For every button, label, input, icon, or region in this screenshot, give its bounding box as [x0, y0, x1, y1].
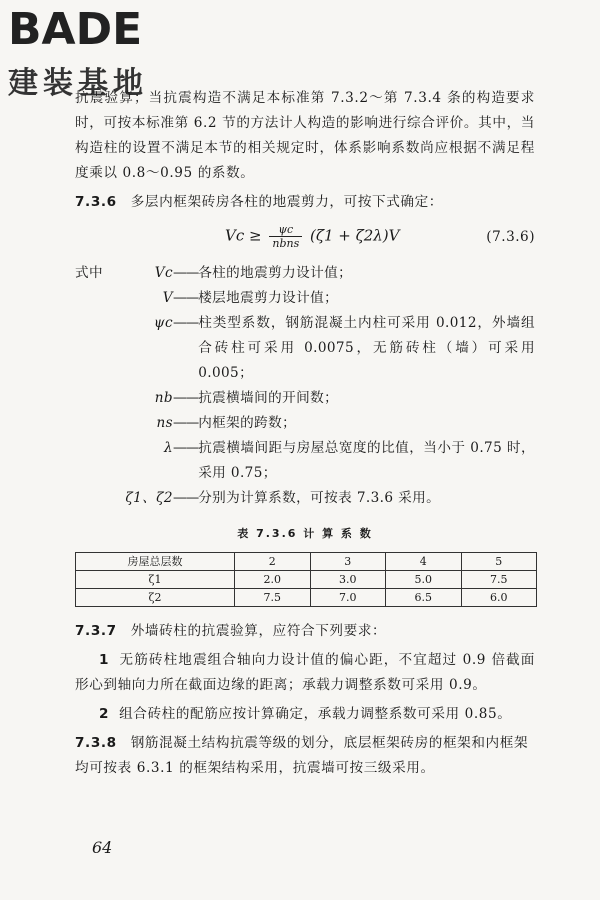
definitions-lead: 式中: [75, 265, 103, 281]
definition-row: [75, 411, 535, 436]
definition-row: [75, 311, 535, 386]
table-cell: ζ2: [76, 589, 235, 607]
definition-text: 分别为计算系数，可按表 7.3.6 采用。: [198, 490, 441, 506]
clause-number: 1: [99, 652, 110, 668]
definition-dash: ——: [173, 315, 199, 331]
site-logo: [8, 4, 178, 101]
section-text: 钢筋混凝土结构抗震等级的划分，底层框架砖房的框架和内框架均可按表 6.3.1 的框架结构采用，抗震墙可按三级采用。: [75, 735, 529, 776]
definition-text: 柱类型系数，钢筋混凝土内柱可采用 0.012，外墙组合砖柱可采用 0.0075，无筋砖柱（墙）可采用 0.005；: [198, 315, 535, 381]
table-cell: 5.0: [386, 571, 462, 589]
coefficient-table: [75, 552, 537, 607]
table-row: [76, 589, 537, 607]
table-header-cell: 2: [235, 553, 311, 571]
definition-row: [75, 436, 535, 486]
formula-number: (7.3.6): [486, 229, 535, 245]
table-cell: 7.5: [235, 589, 311, 607]
definition-dash: ——: [173, 415, 199, 431]
section-7-3-8: [75, 731, 535, 781]
symbol-definitions: [75, 261, 535, 511]
fraction-denominator: nbns: [272, 237, 300, 250]
formula-expression: [225, 223, 400, 250]
definition-symbol: ns: [156, 415, 173, 431]
table-cell: ζ1: [76, 571, 235, 589]
definition-dash: ——: [173, 290, 199, 306]
clause-text: 组合砖柱的配筋应按计算确定，承载力调整系数可采用 0.85。: [119, 706, 512, 722]
formula-rhs: (ζ1 + ζ2λ)V: [310, 226, 400, 245]
table-header-cell: 3: [310, 553, 386, 571]
section-number: 7.3.7: [75, 623, 117, 639]
fraction-numerator: ψc: [269, 223, 302, 237]
definition-dash: ——: [173, 390, 199, 406]
intro-paragraph: 抗震验算；当抗震构造不满足本标准第 7.3.2～第 7.3.4 条的构造要求时，可按本标准第 6.2 节的方法计人构造的影响进行综合评价。其中，当构造柱的设置不满足本节的相关规定时，体系影响系数尚应根据不满足程度乘以 0.8～0.95 的系数。: [75, 90, 535, 181]
formula-lhs: Vc ≥: [225, 226, 262, 245]
logo-text-en: BADE: [8, 4, 143, 55]
table-cell: 2.0: [235, 571, 311, 589]
table-row: [76, 571, 537, 589]
section-number: 7.3.8: [75, 735, 117, 751]
table-title: 表 7.3.6 计 算 系 数: [237, 527, 373, 540]
logo-text-cn: 建装基地: [8, 66, 148, 101]
table-header-row: [76, 553, 537, 571]
definition-text: 抗震横墙间距与房屋总宽度的比值，当小于 0.75 时，采用 0.75；: [198, 440, 535, 481]
table-cell: 3.0: [310, 571, 386, 589]
definition-row: [75, 486, 535, 511]
table-header-cell: 4: [386, 553, 462, 571]
definition-symbol: nb: [154, 390, 173, 406]
clause-text: 无筋砖柱地震组合轴向力设计值的偏心距，不宜超过 0.9 倍截面形心到轴向力所在截面边缘的距离；承载力调整系数可采用 0.9。: [75, 652, 535, 693]
page-body: [75, 86, 535, 781]
definition-symbol: ζ1、ζ2: [125, 490, 173, 506]
definition-dash: ——: [173, 490, 199, 506]
table-cell: 7.0: [310, 589, 386, 607]
definition-row: [75, 286, 535, 311]
definition-text: 楼层地震剪力设计值；: [198, 290, 339, 306]
definition-text: 内框架的跨数；: [198, 415, 297, 431]
clause-number: 2: [99, 706, 110, 722]
page-number: 64: [92, 838, 113, 857]
definition-symbol: V: [162, 290, 173, 306]
section-text: 多层内框架砖房各柱的地震剪力，可按下式确定：: [130, 194, 443, 210]
definition-dash: ——: [173, 440, 199, 456]
table-cell: 6.0: [461, 589, 537, 607]
section-7-3-7: [75, 619, 535, 644]
definition-dash: ——: [173, 265, 199, 281]
definition-row: [75, 261, 535, 286]
table-header-cell: 房屋总层数: [76, 553, 235, 571]
formula-fraction: [269, 223, 302, 250]
definition-symbol: λ: [163, 440, 173, 456]
table-cell: 7.5: [461, 571, 537, 589]
definition-text: 抗震横墙间的开间数；: [198, 390, 339, 406]
definition-symbol: Vc: [154, 265, 173, 281]
clause-item: [75, 648, 535, 698]
definition-row: [75, 386, 535, 411]
definition-text: 各柱的地震剪力设计值；: [198, 265, 353, 281]
section-text: 外墙砖柱的抗震验算，应符合下列要求：: [130, 623, 387, 639]
definition-symbol: ψc: [153, 315, 173, 331]
formula-7-3-6: [75, 217, 535, 257]
clause-item: [75, 702, 535, 727]
table-cell: 6.5: [386, 589, 462, 607]
table-header-cell: 5: [461, 553, 537, 571]
section-number: 7.3.6: [75, 194, 117, 210]
section-7-3-6: [75, 190, 535, 215]
